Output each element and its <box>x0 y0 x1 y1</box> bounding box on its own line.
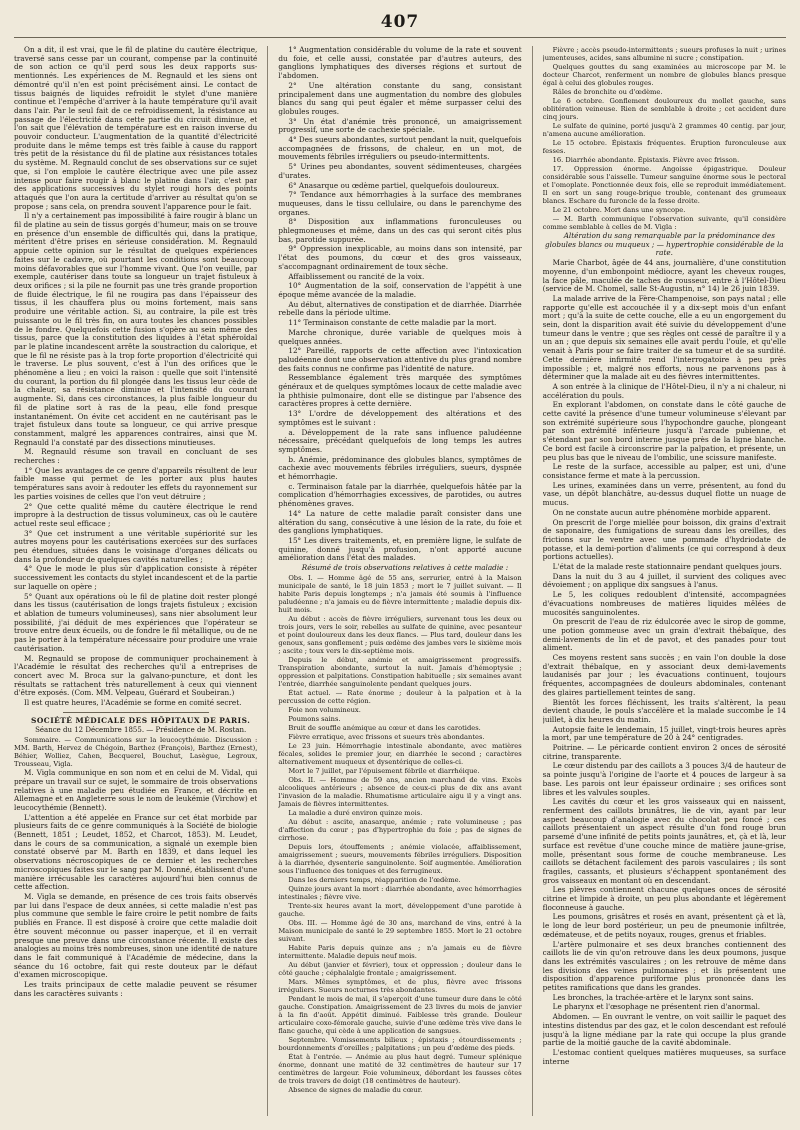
paragraph: L'attention a été appelée en France sur cet état morbide par plusieurs faits de ce genre communiqués à la Société de biologie (Bennett, 1851 ; Leudet, 1852, et Charcot, 1853). M. Leudet, dans le cours de sa communication, a signalé un exemple bien constaté observé par M. Barth en 1839, et dans lequel les observations nécroscopiques de ce dernier et les recherches microscopiques faites sur le sang par M. Donné, établissent d'une manière irrécusable les caractères aujourd'hui bien connus de cette affection. <box>14 812 258 892</box>
observation-paragraph: 16. Diarrhée abondante. Épistaxis. Fièvre avec frisson. <box>552 156 740 164</box>
observation-paragraph: Habite Paris depuis quinze ans ; n'a jamais eu de fièvre intermittente. Maladie depuis neuf mois. <box>278 943 522 960</box>
paragraph: En explorant l'abdomen, on constate dans le côté gauche de cette cavité la présence d'une tumeur volumineuse s'élevant par son extrémité supérieure sous l'hypochondre gauche, plongeant par son extrémité inférieure jusqu'à l'arcade pubienne, et s'étendant par son bord interne jusque près de la ligne blanche. Ce bord est facile à circonscrire par la palpation, et présente, un peu plus bas que le niveau de l'ombilic, une scissure manifeste. <box>542 400 786 462</box>
case-title: Altération du sang remarquable par la prédominance des globules blancs ou muqueux ; — hypertrophie considérable de la rate. <box>545 231 784 258</box>
paragraph: Le cœur distendu par des caillots a 3 pouces 3/4 de hauteur de sa pointe jusqu'à l'origine de l'aorte et 4 pouces de largeur à sa base. Les parois ont leur épaisseur ordinaire ; ses orifices sont libres et les valvules souples. <box>542 761 786 797</box>
observation-paragraph: Pendant le mois de mai, il s'aperçoit d'une tumeur dure dans le côté gauche. Constipation. Amaigrissement de 23 livres du mois de janvier à la fin d'août. Appétit diminué. Faiblesse très grande. Douleur articulaire coxo-fémorale gauche, suivie d'une œdème très vive dans le flanc gauche, qui cède à une application de sangsues. <box>278 994 522 1035</box>
observation-paragraph: Poumons sains. <box>288 714 341 723</box>
paragraph: 8° Disposition aux inflammations furonculeuses ou phlegmoneuses et même, dans un des cas qui seront cités plus bas, parotide suppurée. <box>278 217 522 244</box>
observation-paragraph: Septembre. Vomissements bilieux ; épistaxis ; étourdissements ; bourdonnements d'oreilles ; palpitations ; un peu d'œdème des pieds. <box>278 1035 522 1052</box>
observation-paragraph: Au début : ascite, anasarque, anémie ; rate volumineuse ; pas d'affection du cœur ; pas d'hypertrophie du foie ; pas de signes de cirrhose. <box>278 817 522 842</box>
paragraph: On prescrit de l'orge miellée pour boisson, dix grains d'extrait de saponaire, des fumigations de sureau dans les oreilles, des frictions sur le ventre avec une pommade d'hydriodate de potasse, et la demi-portion d'aliments (ce qui correspond à deux portions actuelles). <box>542 517 786 562</box>
observation-paragraph: Le 23 juin. Hémorrhagie intestinale abondante, avec matières fécales, solides le premier jour, en diarrhée le second ; caractères alternativement muqueux et dysentérique de celles-ci. <box>278 741 522 766</box>
observation-paragraph: Obs. II. — Homme de 59 ans, ancien marchand de vins. Excès alcooliques antérieurs ; absence de ceux-ci plus de dix ans avant l'invasion de la maladie. Rhumatisme articulaire aigu il y a vingt ans. Jamais de fièvres intermittentes. <box>278 775 522 808</box>
column-left <box>14 46 257 1116</box>
observation-paragraph: État à l'entrée. — Anémie au plus haut degré. Tumeur splénique énorme, donnant une matité de 32 centimètres de hauteur sur 17 centimètres de largeur. Foie volumineux, débordant les fausses côtes de trois travers de doigt (18 centimètres de hauteur). <box>278 1052 522 1085</box>
observation-paragraph: Râles de bronchite ou d'œdème. <box>552 88 663 96</box>
paragraph: Poitrine. — Le péricarde contient environ 2 onces de sérosité citrine, transparente. <box>542 743 786 761</box>
column-right <box>543 46 786 1116</box>
page-header <box>14 12 786 40</box>
paragraph: 13° L'ordre de développement des altérations et des symptômes est le suivant : <box>278 409 522 427</box>
observations-heading: Résumé de trois observations relatives à cette maladie : <box>301 563 509 573</box>
page-number: 407 <box>380 12 420 32</box>
observation-paragraph: Fièvre ; accès pseudo-intermittents ; sueurs profuses la nuit ; urines jumenteuses, acides, sans albumine ni sucre ; constipation. <box>542 46 786 62</box>
paragraph: 14° La nature de cette maladie paraît consister dans une altération du sang, consécutive à une lésion de la rate, du foie et des ganglions lymphatiques. <box>278 508 522 536</box>
paragraph: 5° Quant aux opérations où le fil de platine doit rester plongé dans les tissus (cautérisation de longs trajets fistuleux ; excision et ablation de tumeurs volumineuses), sans nier absolument leur possibilité, j'ai déduit de mes expériences que l'opérateur se trouve entre deux écueils, ou de fondre le fil métallique, ou de ne pas le porter à la température nécessaire pour produire une vraie cautérisation. <box>14 591 258 653</box>
paragraph: 11° Terminaison constante de cette maladie par la mort. <box>288 318 497 328</box>
paragraph: Les plèvres contiennent chacune quelques onces de sérosité citrine et limpide à droite, un peu plus abondante et légèrement floconneuse à gauche. <box>542 885 786 912</box>
paragraph: 1° Que les avantages de ce genre d'appareils résultent de leur faible masse qui permet de les porter aux plus hautes températures sans avoir à redouter les effets du rayonnement sur les parties voisines de celles que l'on veut détruire ; <box>14 465 258 501</box>
paragraph: Le pharynx et l'œsophage ne présentent rien d'anormal. <box>552 1002 761 1012</box>
observation-paragraph: Quelques gouttes du sang examinées au microscope par M. le docteur Charcot, renferment un nombre de globules blancs presque égal à celui des globules rouges. <box>542 63 786 87</box>
observation-paragraph: Bruit de souffle anémique au cœur et dans les carotides. <box>288 723 481 732</box>
paragraph: 3° Un état d'anémie très prononcé, un amaigrissement progressif, une sorte de cachexie spéciale. <box>278 116 522 135</box>
observation-paragraph: Au début (janvier et février), toux et oppression ; douleur dans le côté gauche ; céphalalgie frontale ; amaigrissement. <box>278 960 522 977</box>
paragraph: 1° Augmentation considérable du volume de la rate et souvent du foie, et celle aussi, constatée par d'autres auteurs, des ganglions lymphatiques des diverses régions et surtout de l'abdomen. <box>278 46 522 81</box>
paragraph: Abdomen. — En ouvrant le ventre, on voit saillir le paquet des intestins distendus par des gaz, et le colon descendant est refoulé jusqu'à la ligne médiane par la rate qui occupe la plus grande partie de la moitié gauche de la cavité abdominale. <box>542 1012 786 1048</box>
observation-paragraph: Depuis le début, anémie et amaigrissement progressifs. Transpiration abondante, surtout la nuit. Jamais d'hémoptysie ; oppression et palpitations. Constipation habituelle ; six semaines avant l'entrée, diarrhée sanguinolente pendant quelques jours. <box>278 655 522 688</box>
observation-paragraph: Mars. Mêmes symptômes, et de plus, fièvre avec frissons irréguliers. Sueurs nocturnes très abondantes. <box>278 977 522 994</box>
paragraph: 2° Une altération constante du sang, consistant principalement dans une augmentation du nombre des globules blancs du sang qui peut égaler et même surpasser celui des globules rouges. <box>278 80 522 116</box>
paragraph: 2° Que cette qualité même du cautère électrique le rend impropre à la destruction de tissus volumineux, cas où le cautère actuel reste seul efficace ; <box>14 501 258 528</box>
paragraph: 4° Des sueurs abondantes, surtout pendant la nuit, quelquefois accompagnées de frissons, de chaleur, en un mot, de mouvements fébriles irréguliers ou pseudo-intermittents. <box>278 135 522 162</box>
paragraph: L'état de la malade reste stationnaire pendant quelques jours. <box>552 562 782 572</box>
observation-paragraph: Depuis lors, étouffements ; anémie violacée, affaiblissement, amaigrissement ; sueurs, mouvements fébriles irréguliers. Disposition à la diarrhée, dysenterie sanguinolente. Soif augmentée. Amélioration sous l'influence des toniques et des ferrugineux. <box>278 842 522 875</box>
paragraph: c. Terminaison fatale par la diarrhée, quelquefois hâtée par la complication d'hémorrhagies excessives, de parotides, ou autres phénomènes graves. <box>278 481 522 509</box>
paragraph: Marie Charbot, âgée de 44 ans, journalière, d'une constitution moyenne, d'un embonpoint médiocre, ayant les cheveux rouges, la face pâle, maculée de taches de rousseur, entre à l'Hôtel-Dieu (service de M. Chomel, salle St-Augustin, n° 14) le 26 juin 1839. <box>542 258 786 294</box>
observation-paragraph: Au début : accès de fièvre irréguliers, survenant tous les deux ou trois jours, vers le soir, rebelles au sulfate de quinine, avec pesanteur et point douloureux dans les deux flancs. — Plus tard, douleur dans les genoux, sans gonflement ; puis œdème des jambes vers le sixième mois ; ascite ; toux vers le dix-septième mois. <box>278 614 522 655</box>
paragraph: M. Vigla se demande, en présence de ces trois faits observés par lui dans l'espace de deux années, si cette maladie n'est pas plus commune que semble le faire croire le petit nombre de faits publiés en France. Il est disposé à croire que cette maladie doit être souvent méconnue ou passer inaperçue, et il en verrait presque une preuve dans une circonstance récente. Il existe des analogies au moins très nombreuses, sinon une identité de nature dans le fait communiqué à l'Académie de médecine, dans la séance du 16 octobre, fait qui reste douteux par le défaut d'examen microscopique. <box>14 891 258 980</box>
column-divider <box>267 46 268 1116</box>
paragraph: Marche chronique, durée variable de quelques mois à quelques années. <box>278 327 522 346</box>
paragraph: L'estomac contient quelques matières muqueuses, sa surface interne <box>542 1047 786 1066</box>
observation-paragraph: Foie non volumineux. <box>288 705 361 714</box>
observation-paragraph: Dans les derniers temps, réapparition de l'œdème. <box>288 875 461 884</box>
observation-paragraph: — M. Barth communique l'observation suivante, qu'il considère comme semblable à celles de M. Vigla : <box>542 215 786 231</box>
paragraph: Les urines, examinées dans un verre, présentent, au fond du vase, un dépôt blanchâtre, au-dessus duquel flotte un nuage de mucus. <box>542 480 786 508</box>
section-rule <box>63 712 209 713</box>
paragraph: On ne constate aucun autre phénomène morbide apparent. <box>552 507 771 517</box>
paragraph: 6° Anasarque ou œdème partiel, quelquefois douloureux. <box>288 180 500 190</box>
paragraph: La malade arrive de la Fère-Champenoise, son pays natal ; elle rapporte qu'elle est accouchée il y a dix-sept mois d'un enfant mort ; qu'à la suite de cette couche, elle a eu un engorgement du sein, dont la disparition avait été suivie du développement d'une tumeur dans le ventre ; que ses règles ont cessé de paraître il y a un an ; que depuis six semaines elle avait perdu l'ouïe, et qu'elle venait à Paris pour se faire traiter de sa tumeur et de sa surdité. Cette dernière infirmité rend l'interrogatoire à peu près impossible ; et, malgré nos efforts, nous ne parvenons pas à déterminer que la malade ait eu des fièvres intermittentes. <box>542 293 786 382</box>
observation-paragraph: Mort le 7 juillet, par l'épuisement fébrile et diarrhéique. <box>288 766 480 775</box>
paragraph: Les traits principaux de cette maladie peuvent se résumer dans les caractères suivants : <box>14 980 258 998</box>
paragraph: 3° Que cet instrument a une véritable supériorité sur les autres moyens pour les cautérisations exercées sur des surfaces peu étendues, situées dans le voisinage d'organes délicats ou dans la profondeur de quelques cavités naturelles ; <box>14 528 258 564</box>
paragraph: Affaiblissement ou rancité de la voix. <box>288 271 425 281</box>
paragraph: Bientôt les forces fléchissent, les traits s'altèrent, la peau devient chaude, le pouls s'accélère et la malade succombe le 14 juillet, à dix heures du matin. <box>542 697 786 724</box>
paragraph: 12° Pareillé, rapports de cette affection avec l'intoxication paludéenne dont une observation attentive du plus grand nombre des faits connus ne confirme pas l'identité de nature. <box>278 346 522 373</box>
paragraph: a. Développement de la rate sans influence paludéenne nécessaire, précédant quelquefois de long temps les autres symptômes. <box>278 427 522 454</box>
paragraph: Dans la nuit du 3 au 4 juillet, il survient des coliques avec dévoiement ; on applique dix sangsues à l'anus. <box>542 571 786 590</box>
paragraph: b. Anémie, prédominance des globules blancs, symptômes de cachexie avec mouvements fébriles irréguliers, sueurs, dyspnée et hémorrhagie. <box>278 454 522 482</box>
paragraph: Autopsie faite le lendemain, 15 juillet, vingt-trois heures après la mort, par une température de 20 à 24° centigrades. <box>542 724 786 743</box>
paragraph: Le 5, les coliques redoublent d'intensité, accompagnées d'évacuations nombreuses de matières liquides mêlées de mucosités sanguinolentes. <box>542 590 786 617</box>
paragraph: Les cavités du cœur et les gros vaisseaux qui en naissent, renferment des caillots brunâtres, lie de vin, ayant par leur aspect beaucoup d'analogie avec du chocolat peu foncé ; ces caillots présentaient un aspect résulte d'un fond rouge brun parsemé d'une infinité de petits points jaunâtres, et, çà et là, leur surface est revêtue d'une couche mince de matière jaune-grise, molle, présentant sous forme de couche membraneuse. Les caillots se détachent facilement des parois vasculaires ; ils sont fragiles, cassants, et plusieurs s'échappent spontanément des gros vaisseaux en montant où en descendant. <box>542 797 786 885</box>
observation-paragraph: La maladie a duré environ quinze mois. <box>288 808 423 817</box>
observation-paragraph: Quinze jours avant la mort : diarrhée abondante, avec hémorrhagies intestinales ; fièvre vive. <box>278 884 522 901</box>
paragraph: Ressemblance également très marquée des symptômes généraux et de quelques symptômes locaux de cette maladie avec la phthisie pulmonaire, dont elle se distingue par l'absence des caractères propres à cette dernière. <box>278 373 522 409</box>
paragraph: 7° Tendance aux hémorrhagies à la surface des membranes muqueuses, dans le tissu cellulaire, ou dans le parenchyme des organes. <box>278 190 522 217</box>
section-title: SOCIÉTÉ MÉDICALE DES HÔPITAUX DE PARIS. <box>31 715 251 725</box>
observation-paragraph: État actuel. — Rate énorme ; douleur à la palpation et à la percussion de cette région. <box>278 688 522 705</box>
paragraph: M. Regnauld résume son travail en concluant de ses recherches : <box>14 447 258 466</box>
paragraph: Le reste de la surface, accessible au palper, est uni, d'une consistance ferme et mate à la percussion. <box>542 462 786 480</box>
column-divider <box>532 46 533 1116</box>
observation-paragraph: 17. Oppression énorme. Angoisse épigastrique. Douleur considérable sous l'aisselle. Tumeur sanguine énorme sous le pectoral et l'omoplate. Ponctionnée deux fois, elle se reproduit immédiatement. Il en sort un sang rouge-brique trouble, contenant des grumeaux blancs. Eschare du furoncle de la fesse droite. <box>542 165 786 205</box>
paragraph: Ces moyens restent sans succès ; en vain l'on double la dose d'extrait thébaïque, en y associant deux demi-lavements laudanisés par jour ; les évacuations continuent, toujours fréquentes, accompagnées de douleurs abdominales, contenant des glaires partiellement teintes de sang. <box>542 653 786 697</box>
paragraph: 9° Oppression inexplicable, au moins dans son intensité, par l'état des poumons, du cœur et des gros vaisseaux, s'accompagnant ordinairement de toux sèche. <box>278 244 522 271</box>
paragraph: Au début, alternatives de constipation et de diarrhée. Diarrhée rebelle dans la période ultime. <box>278 299 522 318</box>
section-subtitle: Séance du 12 Décembre 1855. — Présidence de M. Rostan. <box>35 726 247 735</box>
paragraph: 4° Que le mode le plus sûr d'application consiste à répéter successivement les contacts du stylet incandescent et de la partie sur laquelle on opère ; <box>14 564 258 591</box>
paragraph: On prescrit de l'eau de riz édulcorée avec le sirop de gomme, une potion gommeuse avec un grain d'extrait thébaïque, des demi-lavements de lin et de pavot, et des panades pour tout aliment. <box>542 617 786 653</box>
section-summary: Sommaire. — Communications sur la leucocythémie. Discussion : MM. Barth, Hervez de Chégoin, Barthez (François), Barthez (Ernest), Béhier, Wolliez, Cahen, Becquerel, Bouchut, Lasègue, Legroux, Trousseau, Vigla. <box>14 736 258 769</box>
paragraph: 15° Les divers traitements, et, en première ligne, le sulfate de quinine, donné jusqu'à profusion, n'ont apporté aucune amélioration dans l'état des malades. <box>278 535 522 563</box>
observation-paragraph: Le 6 octobre. Gonflement douloureux du mollet gauche, sans oblitération veineuse. Rien de semblable à droite ; cet accident dure cinq jours. <box>542 97 786 121</box>
header-rule <box>14 37 786 38</box>
paragraph: Il n'y a certainement pas impossibilité à faire rougir à blanc un fil de platine au sein de tissus gorgés d'humeur, mais on se trouve en présence d'un ensemble de difficultés qui, dans la pratique, méritent d'être prises en sérieuse considération. M. Regnauld appuie cette opinion sur le résultat de quelques expériences faites sur le cadavre, où pourtant les conditions sont beaucoup moins défavorables que sur l'homme vivant. Que l'on veuille, par exemple, cautériser dans toute sa longueur un trajet fistuleux à deux orifices ; si la pile ne fournit pas une très grande proportion de fluide électrique, le fil ne rougira pas dans l'épaisseur des tissus, il les chauffera plus ou moins fortement, mais sans produire une véritable action. Si, au contraire, la pile est très puissante ou le fil très fin, on aura toutes les chances possibles de le fondre. Quelquefois cette fusion s'opère au sein même des tissus, parce que la constitution des liquides à l'état sphéroïdal par le platine incandescent arrête la soustraction du calorique, et que le fil ne résiste pas à la trop forte proportion d'électricité qui le traverse. Le plus souvent, c'est à l'un des orifices que le phénomène a lieu ; en voici la raison : quelle que soit l'intensité du courant, la portion du fil plongée dans les tissus leur cède de la chaleur, sa résistance diminue et l'intensité du courant augmente. Si, dans ces circonstances, la plus faible longueur du fil de platine sort à ras de la peau, elle fond presque instantanément. On évite cet accident en ne cautérisant pas le trajet fistuleux dans toute sa longueur, ce qui arrive presque constamment, malgré les apparences contraires, ainsi que M. Regnauld l'a constaté par des dissections minutieuses. <box>14 211 258 447</box>
observation-paragraph: Le 15 octobre. Épistaxis fréquentes. Éruption furonculeuse aux fesses. <box>542 139 786 155</box>
observation-paragraph: Obs. I. — Homme âgé de 55 ans, serrurier, entré à la Maison municipale de santé, le 18 juin 1853 ; mort le 7 juillet suivant. — Il habite Paris depuis longtemps ; n'a jamais été soumis à l'influence paludéenne ; n'a jamais eu de fièvre intermittente ; maladie depuis dix-huit mois. <box>278 573 522 614</box>
columns <box>14 46 786 1116</box>
observation-paragraph: Le 21 octobre. Mort dans une syncope. <box>552 206 686 214</box>
paragraph: M. Regnauld se propose de communiquer prochainement à l'Académie le résultat des recherches qu'il a entreprises de concert avec M. Broca sur la galvano-puncture, et dont les résultats se rattachent très naturellement à ceux qui viennent d'être exposés. (Com. MM. Velpeau, Guérard et Soubeiran.) <box>14 653 258 698</box>
paragraph: M. Vigla communique en son nom et en celui de M. Vidal, qui prépare un travail sur ce sujet, le sommaire de trois observations relatives à une maladie peu étudiée en France, et décrite en Allemagne et en Angleterre sous le nom de leukémie (Virchow) et leucocythémie (Bennett). <box>14 768 258 812</box>
paragraph: Les poumons, grisâtres et rosés en avant, présentent çà et là, le long de leur bord postérieur, un peu de pneumonie infiltrée, œdémateuse, et de petits noyaux, rouges, grenus et friables. <box>542 912 786 939</box>
paragraph: 10° Augmentation de la soif, conservation de l'appétit à une époque même avancée de la maladie. <box>278 281 522 299</box>
paragraph: Les bronches, la trachée-artère et le larynx sont sains. <box>552 992 754 1002</box>
paragraph: 5° Urines peu abondantes, souvent sédimenteuses, chargées d'urates. <box>278 162 522 180</box>
observation-paragraph: Le sulfate de quinine, porté jusqu'à 2 grammes 40 centig. par jour, n'amena aucune amélioration. <box>542 122 786 138</box>
paragraph: A son entrée à la clinique de l'Hôtel-Dieu, il n'y a ni chaleur, ni accélération du pouls. <box>542 381 786 400</box>
observation-paragraph: Absence de signes de maladie du cœur. <box>288 1085 423 1094</box>
paragraph: On a dit, il est vrai, que le fil de platine du cautère électrique, traversé sans cesse par un courant, compense par la continuité de son action ce qu'il perd sous les deux rapports sus-mentionnés. Les expériences de M. Regnauld et les siens ont démontré qu'il n'en est point précisément ainsi. Le contact de tissus baignés de liquides refroidit le stylet d'une manière continue et l'empêche d'arriver à la haute température qu'il avait dans l'air. Par le seul fait de ce refroidissement, la résistance au passage de l'électricité dans cette partie du circuit diminue, et l'on sait que l'élévation de température est en raison inverse du pouvoir conducteur. L'augmentation de la quantité d'électricité produite dans le même temps est très faible à cause du rapport très petit de la résistance du fil de platine aux résistances totales du système. M. Regnauld conclut de ses observations sur ce sujet que, si l'on emploie le cautère électrique avec une pile assez intense pour faire rougir à blanc le platine dans l'air, c'est par des applications successives du stylet rougi hors des points attaqués que l'on aura la certitude d'arriver au résultat qu'on se propose ; sans cela, on prendra souvent l'apparence pour le fait. <box>14 46 258 211</box>
paragraph: Il est quatre heures, l'Académie se forme en comité secret. <box>24 698 242 708</box>
observation-paragraph: Trente-six heures avant la mort, développement d'une parotide à gauche. <box>278 901 522 918</box>
column-middle <box>278 46 521 1116</box>
observation-paragraph: Obs. III. — Homme âgé de 30 ans, marchand de vins, entré à la Maison municipale de santé le 29 septembre 1855. Mort le 21 octobre suivant. <box>278 918 522 943</box>
observation-paragraph: Fièvre erratique, avec frissons et sueurs très abondantes. <box>288 732 485 741</box>
paragraph: L'artère pulmonaire et ses deux branches contiennent des caillots lie de vin qu'on retrouve dans les deux poumons, jusque dans les extrémités vasculaires ; on les retrouve de même dans les divisions des veines pulmonaires ; et ils présentent une disposition d'apparence puriforme plus prononcée dans les petites ramifications que dans les grandes. <box>542 939 786 993</box>
